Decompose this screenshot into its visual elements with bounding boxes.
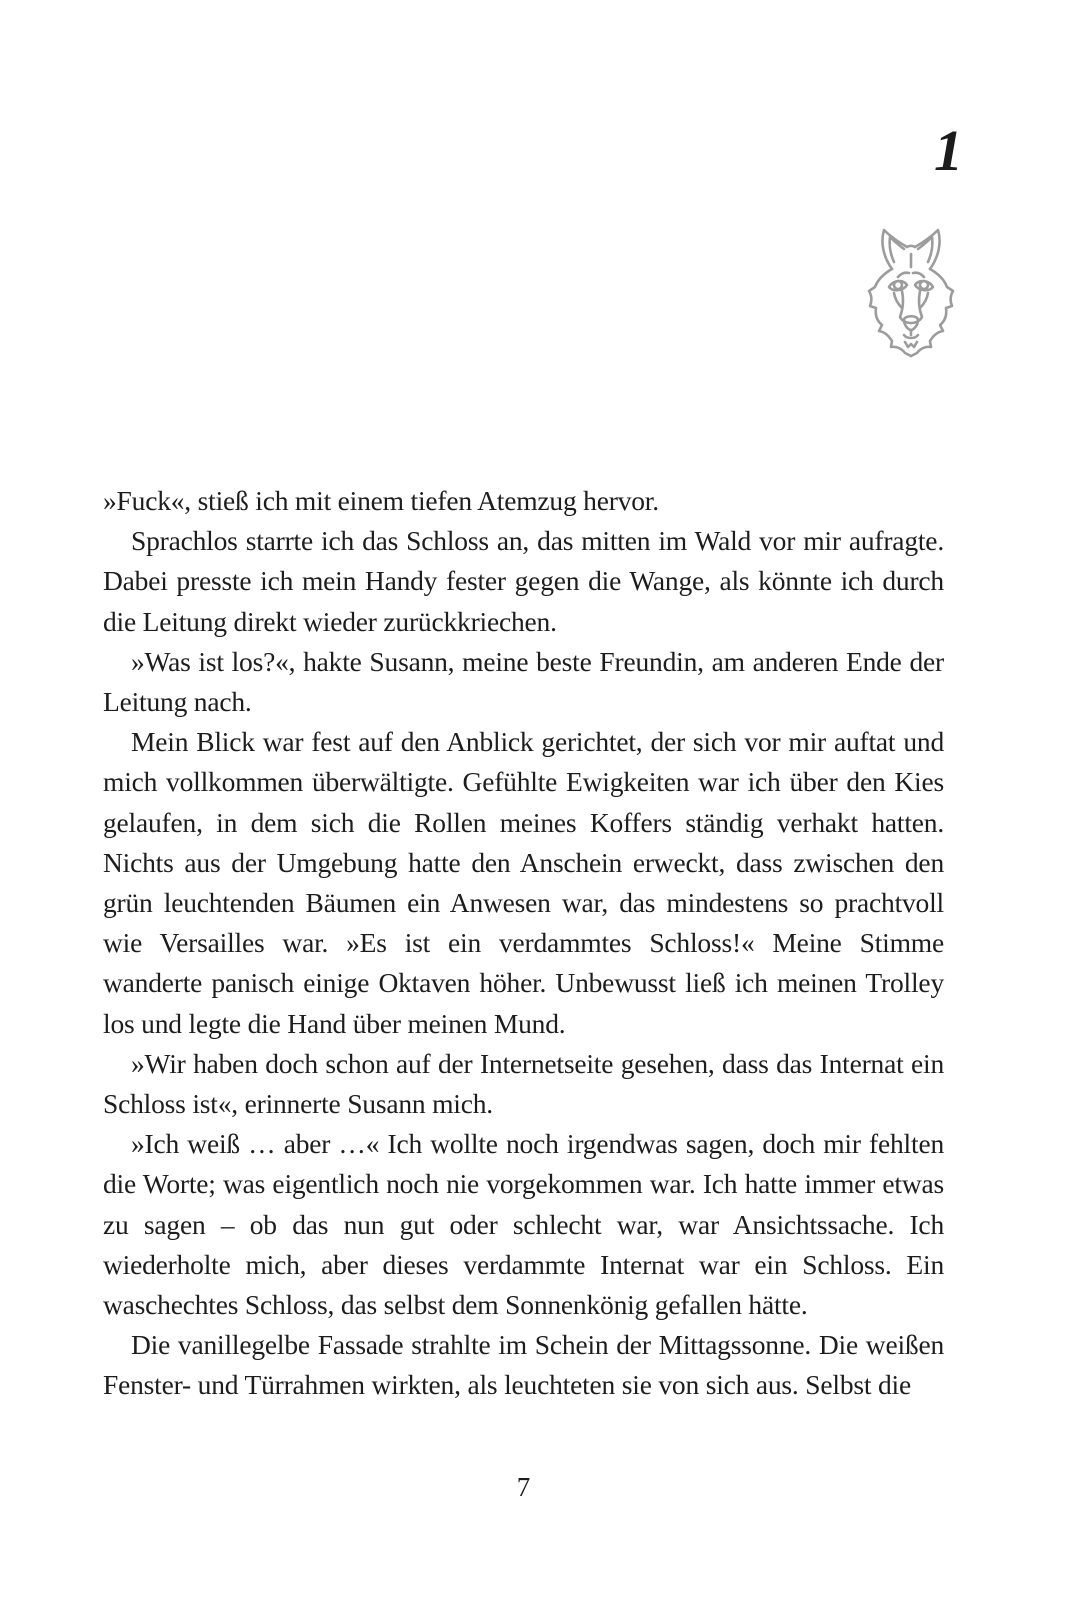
chapter-number: 1 [934, 118, 963, 183]
paragraph: »Ich weiß … aber …« Ich wollte noch irgendwas sagen, doch mir fehlten die Worte; was eigentlich noch nie vorgekommen war. Ich hatte immer etwas zu sagen – ob das nun gut oder schlecht war, war Ansichtssache. Ich wiederholte mich, aber dieses verdammte Internat war ein Schloss. Ein waschechtes Schloss, das selbst dem Sonnenkönig gefallen hätte. [103, 1128, 944, 1321]
page-number: 7 [516, 1472, 531, 1502]
paragraph: Die vanillegelbe Fassade strahlte im Schein der Mittagssonne. Die weißen Fenster- und Türrahmen wirkten, als leuchteten sie von sich aus. Selbst die [103, 1329, 944, 1401]
paragraph: »Wir haben doch schon auf der Internetseite gesehen, dass das Internat ein Schloss ist«, erinnerte Susann mich. [103, 1047, 944, 1120]
paragraph: »Fuck«, stieß ich mit einem tiefen Atemzug hervor. [103, 485, 659, 516]
paragraph: Mein Blick war fest auf den Anblick gerichtet, der sich vor mir auftat und mich vollkommen überwältigte. Gefühlte Ewigkeiten war ich über den Kies gelaufen, in dem sich die Rollen meines Koffers ständig verhakt hatten. Nichts aus der Umgebung hatte den Anschein erweckt, dass zwischen den grün leuchtenden Bäumen ein Anwesen war, das mindestens so prachtvoll wie Versailles war. »Es ist ein verdammtes Schloss!« Meine Stimme wanderte panisch einige Oktaven höher. Unbewusst ließ ich meinen Trolley los und legte die Hand über meinen Mund. [103, 726, 944, 1039]
chapter-text [103, 481, 944, 1406]
wolf-head-icon [861, 224, 961, 358]
paragraph: Sprachlos starrte ich das Schloss an, das mitten im Wald vor mir aufragte. Dabei presste ich mein Handy fester gegen die Wange, als könnte ich durch die Leitung direkt wieder zurückkriechen. [103, 525, 944, 637]
paragraph: »Was ist los?«, hakte Susann, meine beste Freundin, am anderen Ende der Leitung nach. [103, 645, 944, 718]
